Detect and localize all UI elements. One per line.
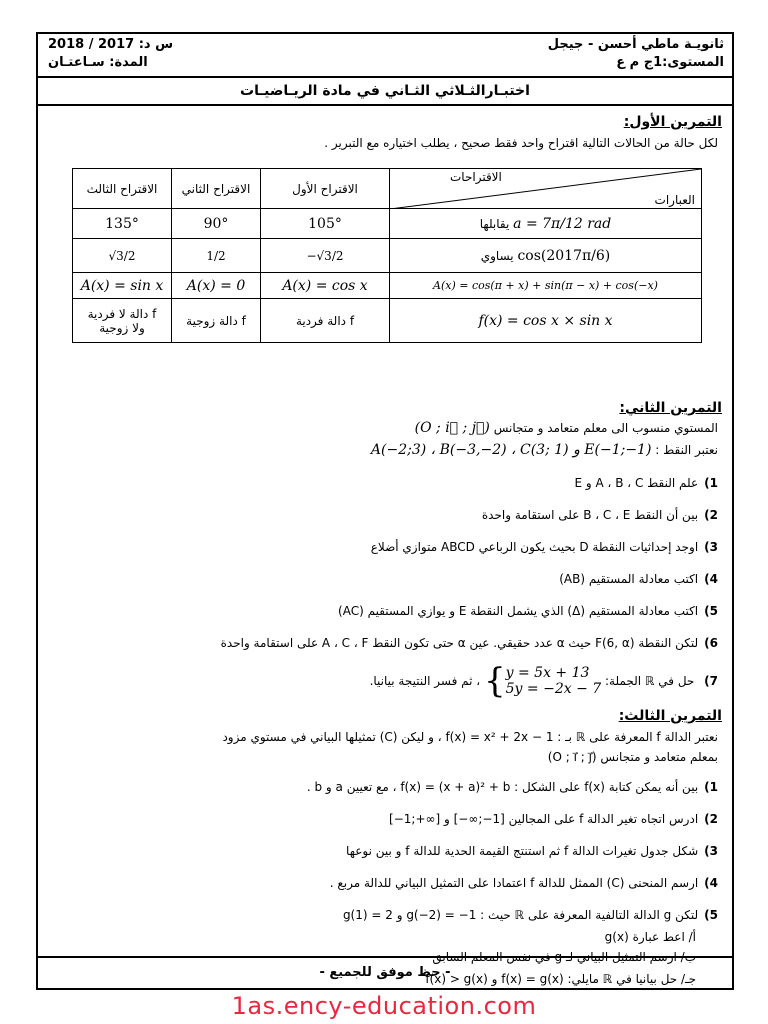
ex2-q5 — [48, 604, 718, 618]
table-header-row — [73, 169, 702, 209]
header-date-block — [48, 36, 173, 72]
col-header-2: الاقتراح الثاني — [172, 169, 261, 209]
r2-expr-math: cos(2017π/6) — [517, 247, 611, 264]
exam-header — [38, 34, 732, 78]
school-year: س د: 2017 / 2018 — [48, 37, 174, 52]
ex3-q1 — [48, 780, 718, 794]
q-number: 2) — [704, 812, 718, 826]
r1-expr-math: a = 7π/12 rad — [513, 215, 612, 232]
ex3-q5-text: لتكن g الدالة التالفية المعرفة على ℝ حيث : g(−2) = −1 و g(1) = 2 — [342, 908, 699, 922]
q-number: 5) — [704, 604, 718, 618]
col-header-1: الاقتراح الأول — [261, 169, 390, 209]
header-school-block — [548, 36, 724, 72]
ex3-q4 — [48, 876, 718, 890]
exam-footer: - حظ موفق للجميع - — [38, 956, 732, 988]
ex3-q5a: أ/ اعط عبارة g(x) — [604, 930, 696, 944]
q-number: 2) — [704, 508, 718, 522]
ex2-line2-math: A(−2;3) ، B(−3,−2) ، C(3; 1) و E(−1;−1) — [370, 442, 652, 458]
r3-c2: A(x) = 0 — [172, 273, 261, 299]
ex2-q3 — [48, 540, 718, 554]
table-row — [73, 239, 702, 273]
table-row — [73, 273, 702, 299]
watermark-url: 1as.ency-education.com — [231, 992, 537, 1020]
system-eq2: 5y = −2x − 7 — [505, 681, 602, 697]
q-number: 4) — [704, 876, 718, 890]
ex3-q1-text: بين أنه يمكن كتابة f(x) على الشكل : f(x) = (x + a)² + b ، مع تعيين a و b . — [306, 780, 699, 794]
col-exprs-label: العبارات — [654, 193, 695, 207]
ex2-q7 — [48, 661, 718, 704]
col-props-label: الاقتراحات — [450, 170, 502, 184]
ex1-title: التمرين الأول: — [623, 114, 722, 130]
ex2-q7-text: حل في ℝ الجملة: — [605, 674, 695, 688]
r4-c2: f دالة زوجية — [172, 299, 261, 343]
r1-c3: 135° — [73, 209, 172, 239]
ex3-line2: بمعلم متعامد و متجانس (O ; i⃗ ; j⃗) — [547, 750, 718, 764]
school-name: ثانويـة ماطي أحسن - جيجل — [547, 37, 724, 52]
ex2-q1 — [48, 476, 718, 490]
ex2-q1-text: علم النقط A ، B ، C و E — [574, 476, 699, 490]
r3-c1: A(x) = cos x — [261, 273, 390, 299]
ex2-q2-text: بين أن النقط B ، C ، E على استقامة واحدة — [481, 508, 699, 522]
ex3-q3 — [48, 844, 718, 858]
ex3-q5 — [48, 908, 718, 922]
ex2-title: التمرين الثاني: — [619, 400, 722, 416]
q-number: 4) — [704, 572, 718, 586]
r1-expr — [390, 209, 702, 239]
col-header-diag — [390, 169, 702, 209]
q-number: 1) — [704, 780, 718, 794]
ex2-q2 — [48, 508, 718, 522]
r2-expr-word: يساوي — [480, 248, 514, 263]
ex2-line1-text: المستوي منسوب الى معلم متعامد و متجانس — [493, 421, 718, 435]
ex3-q2-text: ادرس اتجاه تغير الدالة f على المجالين [1−;∞−] و [∞+;1−] — [389, 812, 699, 826]
r4-c1: f دالة فردية — [261, 299, 390, 343]
system-eq1: y = 5x + 13 — [505, 665, 590, 681]
ex3-title: التمرين الثالث: — [618, 708, 722, 724]
r4-c3-line1: f دالة لا فردية — [87, 306, 157, 321]
ex3-q2 — [48, 812, 718, 826]
ex1-proposals-table — [72, 168, 702, 343]
r2-c3: √3/2 — [73, 239, 172, 273]
exam-sheet — [36, 32, 734, 990]
r4-c3 — [73, 299, 172, 343]
ex2-line2-text: نعتبر النقط : — [655, 443, 718, 457]
equation-system — [484, 661, 602, 701]
ex3-q5c: جـ/ حل بيانيا في ℝ مايلي: f(x) = g(x) و f(x) > g(x) — [425, 972, 696, 986]
ex2-q4-text: اكتب معادلة المستقيم (AB) — [559, 572, 699, 586]
r2-c1: −√3/2 — [261, 239, 390, 273]
col-header-3: الاقتراح الثالث — [73, 169, 172, 209]
q-number: 1) — [704, 476, 718, 490]
ex2-q6-text: لتكن النقطة F(6, α) حيث α عدد حقيقي. عين α حتى تكون النقط A ، C ، F على استقامة واحدة — [220, 636, 699, 650]
q-number: 3) — [704, 540, 718, 554]
ex2-q6 — [48, 636, 718, 650]
ex2-line2 — [48, 442, 718, 458]
ex2-q5-text: اكتب معادلة المستقيم (Δ) الذي يشمل النقطة E و يوازي المستقيم (AC) — [338, 604, 699, 618]
ex3-q5b: ب/ ارسم التمثيل البياني لـ g في نفس المعلم السابق — [432, 950, 696, 964]
brace-icon: { — [484, 661, 506, 701]
ex2-line1-math: (O ; i⃗ ; j⃗) — [414, 420, 490, 436]
r1-c1: 105° — [261, 209, 390, 239]
table-row — [73, 209, 702, 239]
ex2-q3-text: اوجد إحداثيات النقطة D بحيث يكون الرباعي ABCD متوازي أضلاع — [370, 540, 699, 554]
q-number: 6) — [704, 636, 718, 650]
exam-duration: المدة: سـاعتـان — [48, 55, 148, 70]
ex3-q4-text: ارسم المنحنى (C) الممثل للدالة f اعتمادا على التمثيل البياني للدالة مربع . — [329, 876, 699, 890]
q-number: 5) — [704, 908, 718, 922]
q-number: 3) — [704, 844, 718, 858]
ex2-q7-tail: ، ثم فسر النتيجة بيانيا. — [369, 674, 481, 688]
ex1-intro: لكل حالة من الحالات التالية اقتراح واحد فقط صحيح ، يطلب اختياره مع التبرير . — [324, 136, 718, 150]
r2-c2: 1/2 — [172, 239, 261, 273]
ex3-q3-text: شكل جدول تغيرات الدالة f ثم استنتج القيمة الحدية للدالة f و بين نوعها — [346, 844, 699, 858]
r3-c3: A(x) = sin x — [73, 273, 172, 299]
r4-expr: f(x) = cos x × sin x — [390, 299, 702, 343]
ex3-line1: نعتبر الدالة f المعرفة على ℝ بـ : f(x) = x² + 2x − 1 ، و ليكن (C) تمثيلها البياني في مستوي مزود — [222, 730, 718, 744]
q-number: 7) — [704, 674, 718, 688]
r4-c3-line2: ولا زوجية — [99, 320, 145, 335]
r2-expr — [390, 239, 702, 273]
table-row — [73, 299, 702, 343]
r1-c2: 90° — [172, 209, 261, 239]
class-level: المستوى:1ج م ع — [616, 55, 724, 70]
exam-title: اختبـارالثـلاثي الثـاني في مادة الريـاضيـات — [38, 78, 732, 106]
ex2-line1 — [48, 420, 718, 436]
r3-expr: A(x) = cos(π + x) + sin(π − x) + cos(−x) — [390, 273, 702, 299]
r1-expr-word: يقابلها — [479, 216, 510, 231]
ex2-q4 — [48, 572, 718, 586]
